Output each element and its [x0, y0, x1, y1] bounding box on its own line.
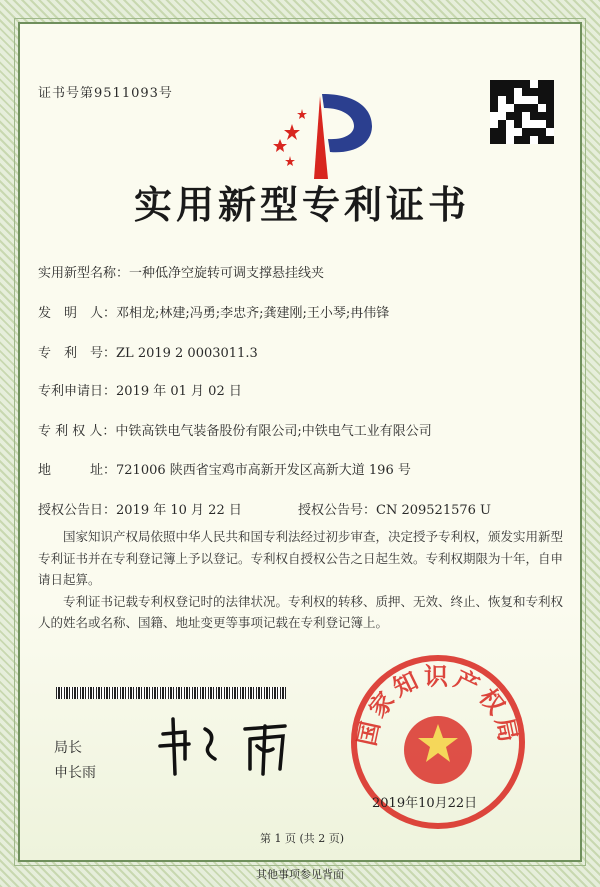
- field-inventors: 发 明 人：邓相龙;林建;冯勇;李忠齐;龚建刚;王小琴;冉伟锋: [38, 306, 390, 321]
- svg-text:国家知识产权局: 国家知识产权局: [351, 661, 525, 749]
- barcode: [56, 687, 286, 699]
- qr-code-icon: [490, 80, 554, 144]
- field-announcement-number: 授权公告号：CN 209521576 U: [298, 503, 491, 518]
- chief-title: 局长: [54, 740, 82, 756]
- signature: [155, 714, 295, 779]
- certificate-title: 实用新型专利证书: [133, 182, 470, 227]
- seal-date: 2019年10月22日: [372, 796, 478, 811]
- legal-statement: [38, 526, 568, 634]
- back-note: 其他事项参见背面: [256, 868, 344, 881]
- field-grant-date: 授权公告日：2019 年 10 月 22 日: [38, 503, 242, 518]
- field-patent-number: 专 利 号：ZL 2019 2 0003011.3: [38, 346, 258, 361]
- page-info: 第 1 页 (共 2 页): [259, 832, 345, 845]
- statement-paragraph: 专利证书记载专利权登记时的法律状况。专利权的转移、质押、无效、终止、恢复和专利权人的姓名或名称、国籍、地址变更等事项记载在专利登记簿上。: [38, 593, 564, 630]
- chief-name: 申长雨: [54, 765, 96, 781]
- certificate-body: [18, 22, 582, 862]
- statement-paragraph: 国家知识产权局依照中华人民共和国专利法经过初步审查，决定授予专利权，颁发实用新型专利证书并在专利登记簿上予以登记。专利权自授权公告之日起生效。专利权期限为十年，自申请日起算。: [38, 529, 564, 587]
- field-utility-model-name: 实用新型名称：一种低净空旋转可调支撑悬挂线夹: [38, 266, 325, 281]
- field-address: 地 址：721006 陕西省宝鸡市高新开发区高新大道 196 号: [38, 463, 411, 478]
- certificate-number: 证书号第9511093号: [38, 86, 173, 101]
- patent-office-logo-icon: [262, 84, 382, 184]
- field-patentee: 专 利 权 人：中铁高铁电气装备股份有限公司;中铁电气工业有限公司: [38, 424, 432, 439]
- field-application-date: 专利申请日：2019 年 01 月 02 日: [38, 384, 242, 399]
